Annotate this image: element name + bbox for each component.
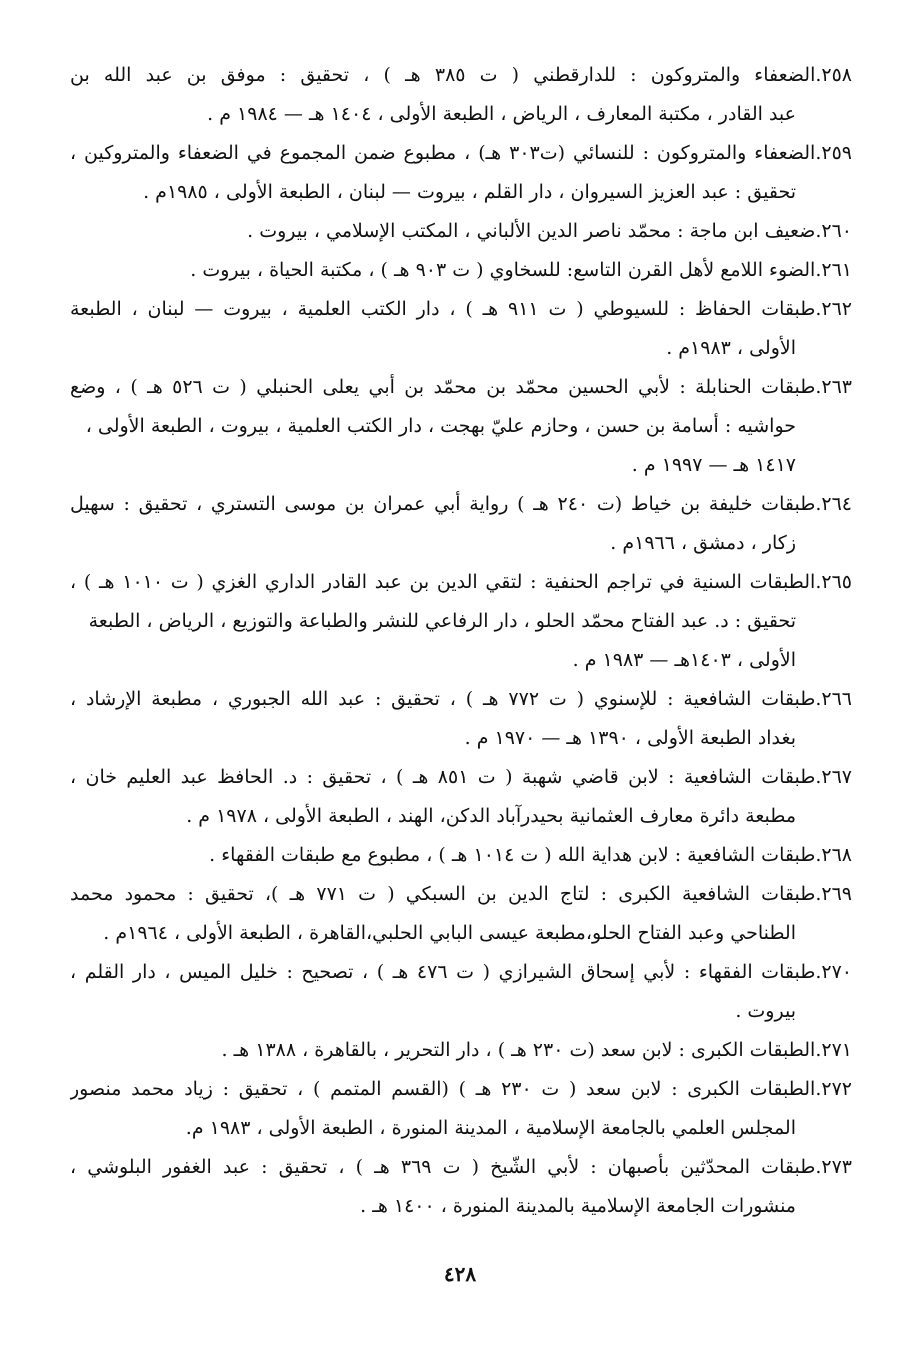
bibliography-entry	[70, 836, 852, 875]
entry-first-line: ٢٦٢.طبقات الحفاظ : للسيوطي ( ت ٩١١ هـ ) ، دار الكتب العلمية ، بيروت — لبنان ، الطبعة	[70, 298, 852, 320]
entry-continuation-line: تحقيق : د. عبد الفتاح محمّد الحلو ، دار الرفاعي للنشر والطباعة والتوزيع ، الرياض ، الطبعة	[88, 610, 796, 632]
entry-continuation-line: حواشيه : أسامة بن حسن ، وحازم عليّ بهجت ، دار الكتب العلمية ، بيروت ، الطبعة الأولى ،	[85, 415, 796, 437]
entry-first-line: ٢٦١.الضوء اللامع لأهل القرن التاسع: للسخاوي ( ت ٩٠٣ هـ ) ، مكتبة الحياة ، بيروت .	[190, 259, 852, 281]
bibliography-entry	[70, 485, 852, 563]
entry-first-line: ٢٧٣.طبقات المحدّثين بأصبهان : لأبي الشّيخ ( ت ٣٦٩ هـ ) ، تحقيق : عبد الغفور البلوشي ،	[70, 1156, 852, 1178]
entry-continuation-line: الأولى ، ١٤٠٣هـ — ١٩٨٣ م .	[572, 649, 796, 671]
entry-continuation-line: عبد القادر ، مكتبة المعارف ، الرياض ، الطبعة الأولى ، ١٤٠٤ هـ — ١٩٨٤ م .	[207, 103, 796, 125]
entry-first-line: ٢٥٨.الضعفاء والمتروكون : للدارقطني ( ت ٣٨٥ هـ ) ، تحقيق : موفق بن عبد الله بن	[70, 64, 852, 86]
bibliography-entry	[70, 758, 852, 836]
bibliography-entry	[70, 563, 852, 680]
entry-continuation-line: بيروت .	[735, 1000, 796, 1022]
entry-continuation-line: المجلس العلمي بالجامعة الإسلامية ، المدينة المنورة ، الطبعة الأولى ، ١٩٨٣ م.	[185, 1117, 796, 1139]
page-number: ٤٢٨	[443, 1262, 477, 1286]
bibliography-entry	[70, 290, 852, 368]
bibliography-entry	[70, 212, 852, 251]
entry-first-line: ٢٦٣.طبقات الحنابلة : لأبي الحسين محمّد بن محمّد بن أبي يعلى الحنبلي ( ت ٥٢٦ هـ ) ، وضع	[70, 376, 852, 398]
bibliography-page	[70, 56, 852, 1226]
bibliography-entry	[70, 680, 852, 758]
entry-first-line: ٢٦٦.طبقات الشافعية : للإسنوي ( ت ٧٧٢ هـ ) ، تحقيق : عبد الله الجبوري ، مطبعة الإرشاد ،	[70, 688, 852, 710]
bibliography-entry	[70, 1148, 852, 1226]
bibliography-entry	[70, 251, 852, 290]
entry-first-line: ٢٦٧.طبقات الشافعية : لابن قاضي شهبة ( ت ٨٥١ هـ ) ، تحقيق : د. الحافظ عبد العليم خان ،	[70, 766, 852, 788]
entry-first-line: ٢٦٥.الطبقات السنية في تراجم الحنفية : لتقي الدين بن عبد القادر الداري الغزي ( ت ١٠١٠ هـ ) ،	[70, 571, 852, 593]
entry-continuation-line: تحقيق : عبد العزيز السيروان ، دار القلم ، بيروت — لبنان ، الطبعة الأولى ، ١٩٨٥م .	[143, 181, 796, 203]
bibliography-entry	[70, 875, 852, 953]
entry-first-line: ٢٧٠.طبقات الفقهاء : لأبي إسحاق الشيرازي ( ت ٤٧٦ هـ ) ، تصحيح : خليل الميس ، دار القلم ،	[70, 961, 852, 983]
entry-continuation-line: زكار ، دمشق ، ١٩٦٦م .	[610, 532, 796, 554]
entry-continuation-line: الطناحي وعبد الفتاح الحلو،مطبعة عيسى البابي الحلبي،القاهرة ، الطبعة الأولى ، ١٩٦٤م .	[103, 922, 796, 944]
bibliography-entry	[70, 953, 852, 1031]
entry-continuation-line: مطبعة دائرة معارف العثمانية بحيدرآباد الدكن، الهند ، الطبعة الأولى ، ١٩٧٨ م .	[186, 805, 796, 827]
bibliography-entry	[70, 56, 852, 134]
entry-first-line: ٢٦٨.طبقات الشافعية : لابن هداية الله ( ت ١٠١٤ هـ ) ، مطبوع مع طبقات الفقهاء .	[209, 844, 852, 866]
entry-first-line: ٢٥٩.الضعفاء والمتروكون : للنسائي (ت٣٠٣ هـ) ، مطبوع ضمن المجموع في الضعفاء والمتروكين ،	[70, 142, 852, 164]
bibliography-entry	[70, 368, 852, 485]
entry-first-line: ٢٦٤.طبقات خليفة بن خياط (ت ٢٤٠ هـ ) رواية أبي عمران بن موسى التستري ، تحقيق : سهيل	[70, 493, 852, 515]
bibliography-entry	[70, 1070, 852, 1148]
entry-continuation-line: بغداد الطبعة الأولى ، ١٣٩٠ هـ — ١٩٧٠ م .	[464, 727, 796, 749]
entry-continuation-line: منشورات الجامعة الإسلامية بالمدينة المنورة ، ١٤٠٠ هـ .	[360, 1195, 796, 1217]
entry-continuation-line: الأولى ، ١٩٨٣م .	[666, 337, 796, 359]
entry-first-line: ٢٧١.الطبقات الكبرى : لابن سعد (ت ٢٣٠ هـ ) ، دار التحرير ، بالقاهرة ، ١٣٨٨ هـ .	[221, 1039, 852, 1061]
bibliography-entry	[70, 1031, 852, 1070]
entry-first-line: ٢٦٠.ضعيف ابن ماجة : محمّد ناصر الدين الألباني ، المكتب الإسلامي ، بيروت .	[247, 220, 852, 242]
entry-first-line: ٢٦٩.طبقات الشافعية الكبرى : لتاج الدين بن السبكي ( ت ٧٧١ هـ )، تحقيق : محمود محمد	[70, 883, 852, 905]
entry-first-line: ٢٧٢.الطبقات الكبرى : لابن سعد ( ت ٢٣٠ هـ ) (القسم المتمم ) ، تحقيق : زياد محمد منصور	[70, 1078, 852, 1100]
entry-continuation-line: ١٤١٧ هـ — ١٩٩٧ م .	[631, 454, 796, 476]
bibliography-entry	[70, 134, 852, 212]
